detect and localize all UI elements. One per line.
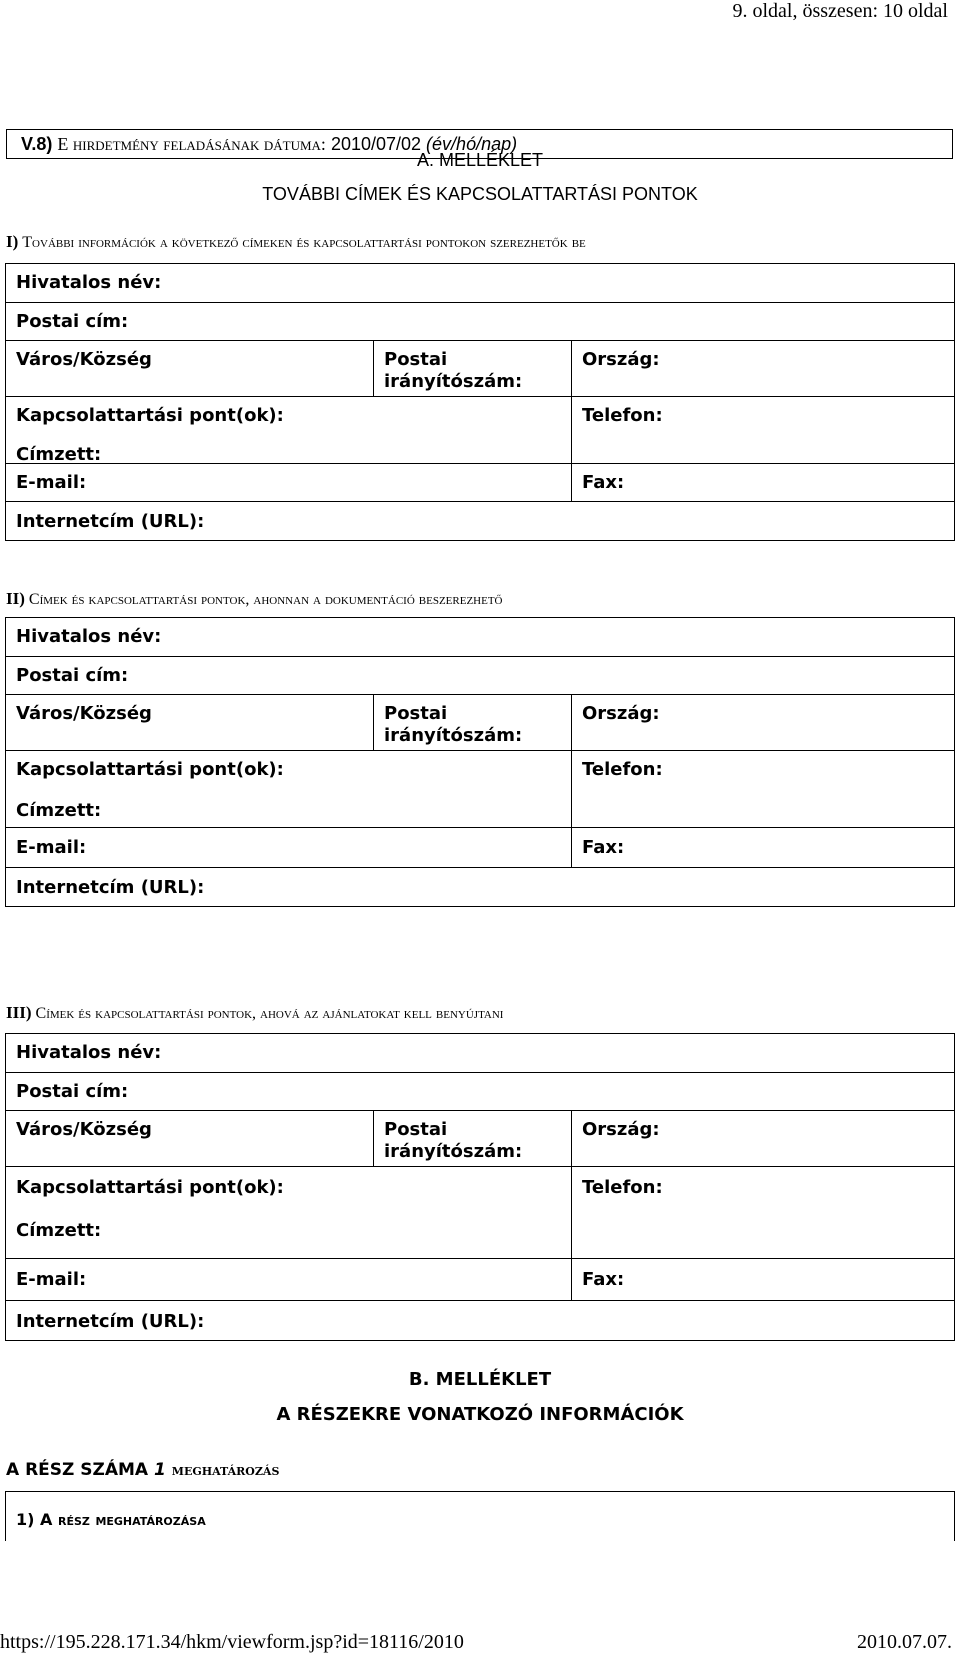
city-label: Város/Község (16, 1119, 152, 1140)
country-label: Ország: (582, 703, 660, 724)
email-label: E-mail: (16, 472, 87, 493)
postal-code-label: Postai irányítószám: (384, 703, 523, 746)
part-definition-box (5, 1491, 955, 1541)
address-block-1 (5, 263, 955, 541)
url-label: Internetcím (URL): (16, 877, 205, 898)
page-counter: 9. oldal, összesen: 10 oldal (732, 0, 948, 22)
annex-a-subtitle: TOVÁBBI CÍMEK ÉS KAPCSOLATTARTÁSI PONTOK (262, 184, 698, 204)
section-1-title: I) További információk a következő címeken és kapcsolattartási pontokon szerezhetők be (6, 232, 586, 251)
section-2-title: II) Címek és kapcsolattartási pontok, ahonnan a dokumentáció beszerezhető (6, 589, 503, 608)
v8-text: E hirdetmény feladásának dátuma: (57, 134, 326, 154)
address-block-2 (5, 617, 955, 907)
email-label: E-mail: (16, 1269, 87, 1290)
annex-a-title: A. MELLÉKLET (416, 150, 544, 170)
country-label: Ország: (582, 349, 660, 370)
phone-label: Telefon: (582, 759, 663, 780)
postal-address-label: Postai cím: (16, 1081, 129, 1102)
official-name-label: Hivatalos név: (16, 626, 162, 647)
country-label: Ország: (582, 1119, 660, 1140)
v8-format: (év/hó/nap) (426, 134, 518, 154)
url-label: Internetcím (URL): (16, 511, 205, 532)
postal-code-label: Postai irányítószám: (384, 349, 523, 392)
footer-url: https://195.228.171.34/hkm/viewform.jsp?id=18116/2010 (0, 1631, 464, 1653)
postal-address-label: Postai cím: (16, 665, 129, 686)
city-label: Város/Község (16, 703, 152, 724)
annex-b-subtitle: A RÉSZEKRE VONATKOZÓ INFORMÁCIÓK (276, 1404, 684, 1425)
email-label: E-mail: (16, 837, 87, 858)
part-number-heading: A RÉSZ SZÁMA 1 meghatározás (6, 1460, 280, 1480)
v8-label: V.8) (21, 134, 53, 154)
part-definition-label: 1) A rész meghatározása (16, 1510, 206, 1529)
fax-label: Fax: (582, 837, 625, 858)
phone-label: Telefon: (582, 1177, 663, 1198)
v8-date: 2010/07/02 (330, 134, 422, 154)
footer-date: 2010.07.07. (857, 1631, 952, 1653)
attention-label: Címzett: (16, 800, 102, 821)
fax-label: Fax: (582, 1269, 625, 1290)
postal-code-label: Postai irányítószám: (384, 1119, 523, 1162)
contact-label: Kapcsolattartási pont(ok): (16, 1177, 284, 1198)
phone-label: Telefon: (582, 405, 663, 426)
contact-label: Kapcsolattartási pont(ok): (16, 759, 284, 780)
fax-label: Fax: (582, 472, 625, 493)
city-label: Város/Község (16, 349, 152, 370)
address-block-3 (5, 1033, 955, 1341)
section-3-title: III) Címek és kapcsolattartási pontok, ahová az ajánlatokat kell benyújtani (6, 1003, 504, 1022)
postal-address-label: Postai cím: (16, 311, 129, 332)
contact-label: Kapcsolattartási pont(ok): (16, 405, 284, 426)
attention-label: Címzett: (16, 444, 102, 465)
url-label: Internetcím (URL): (16, 1311, 205, 1332)
attention-label: Címzett: (16, 1220, 102, 1241)
annex-b-title: B. MELLÉKLET (408, 1369, 552, 1390)
official-name-label: Hivatalos név: (16, 272, 162, 293)
official-name-label: Hivatalos név: (16, 1042, 162, 1063)
